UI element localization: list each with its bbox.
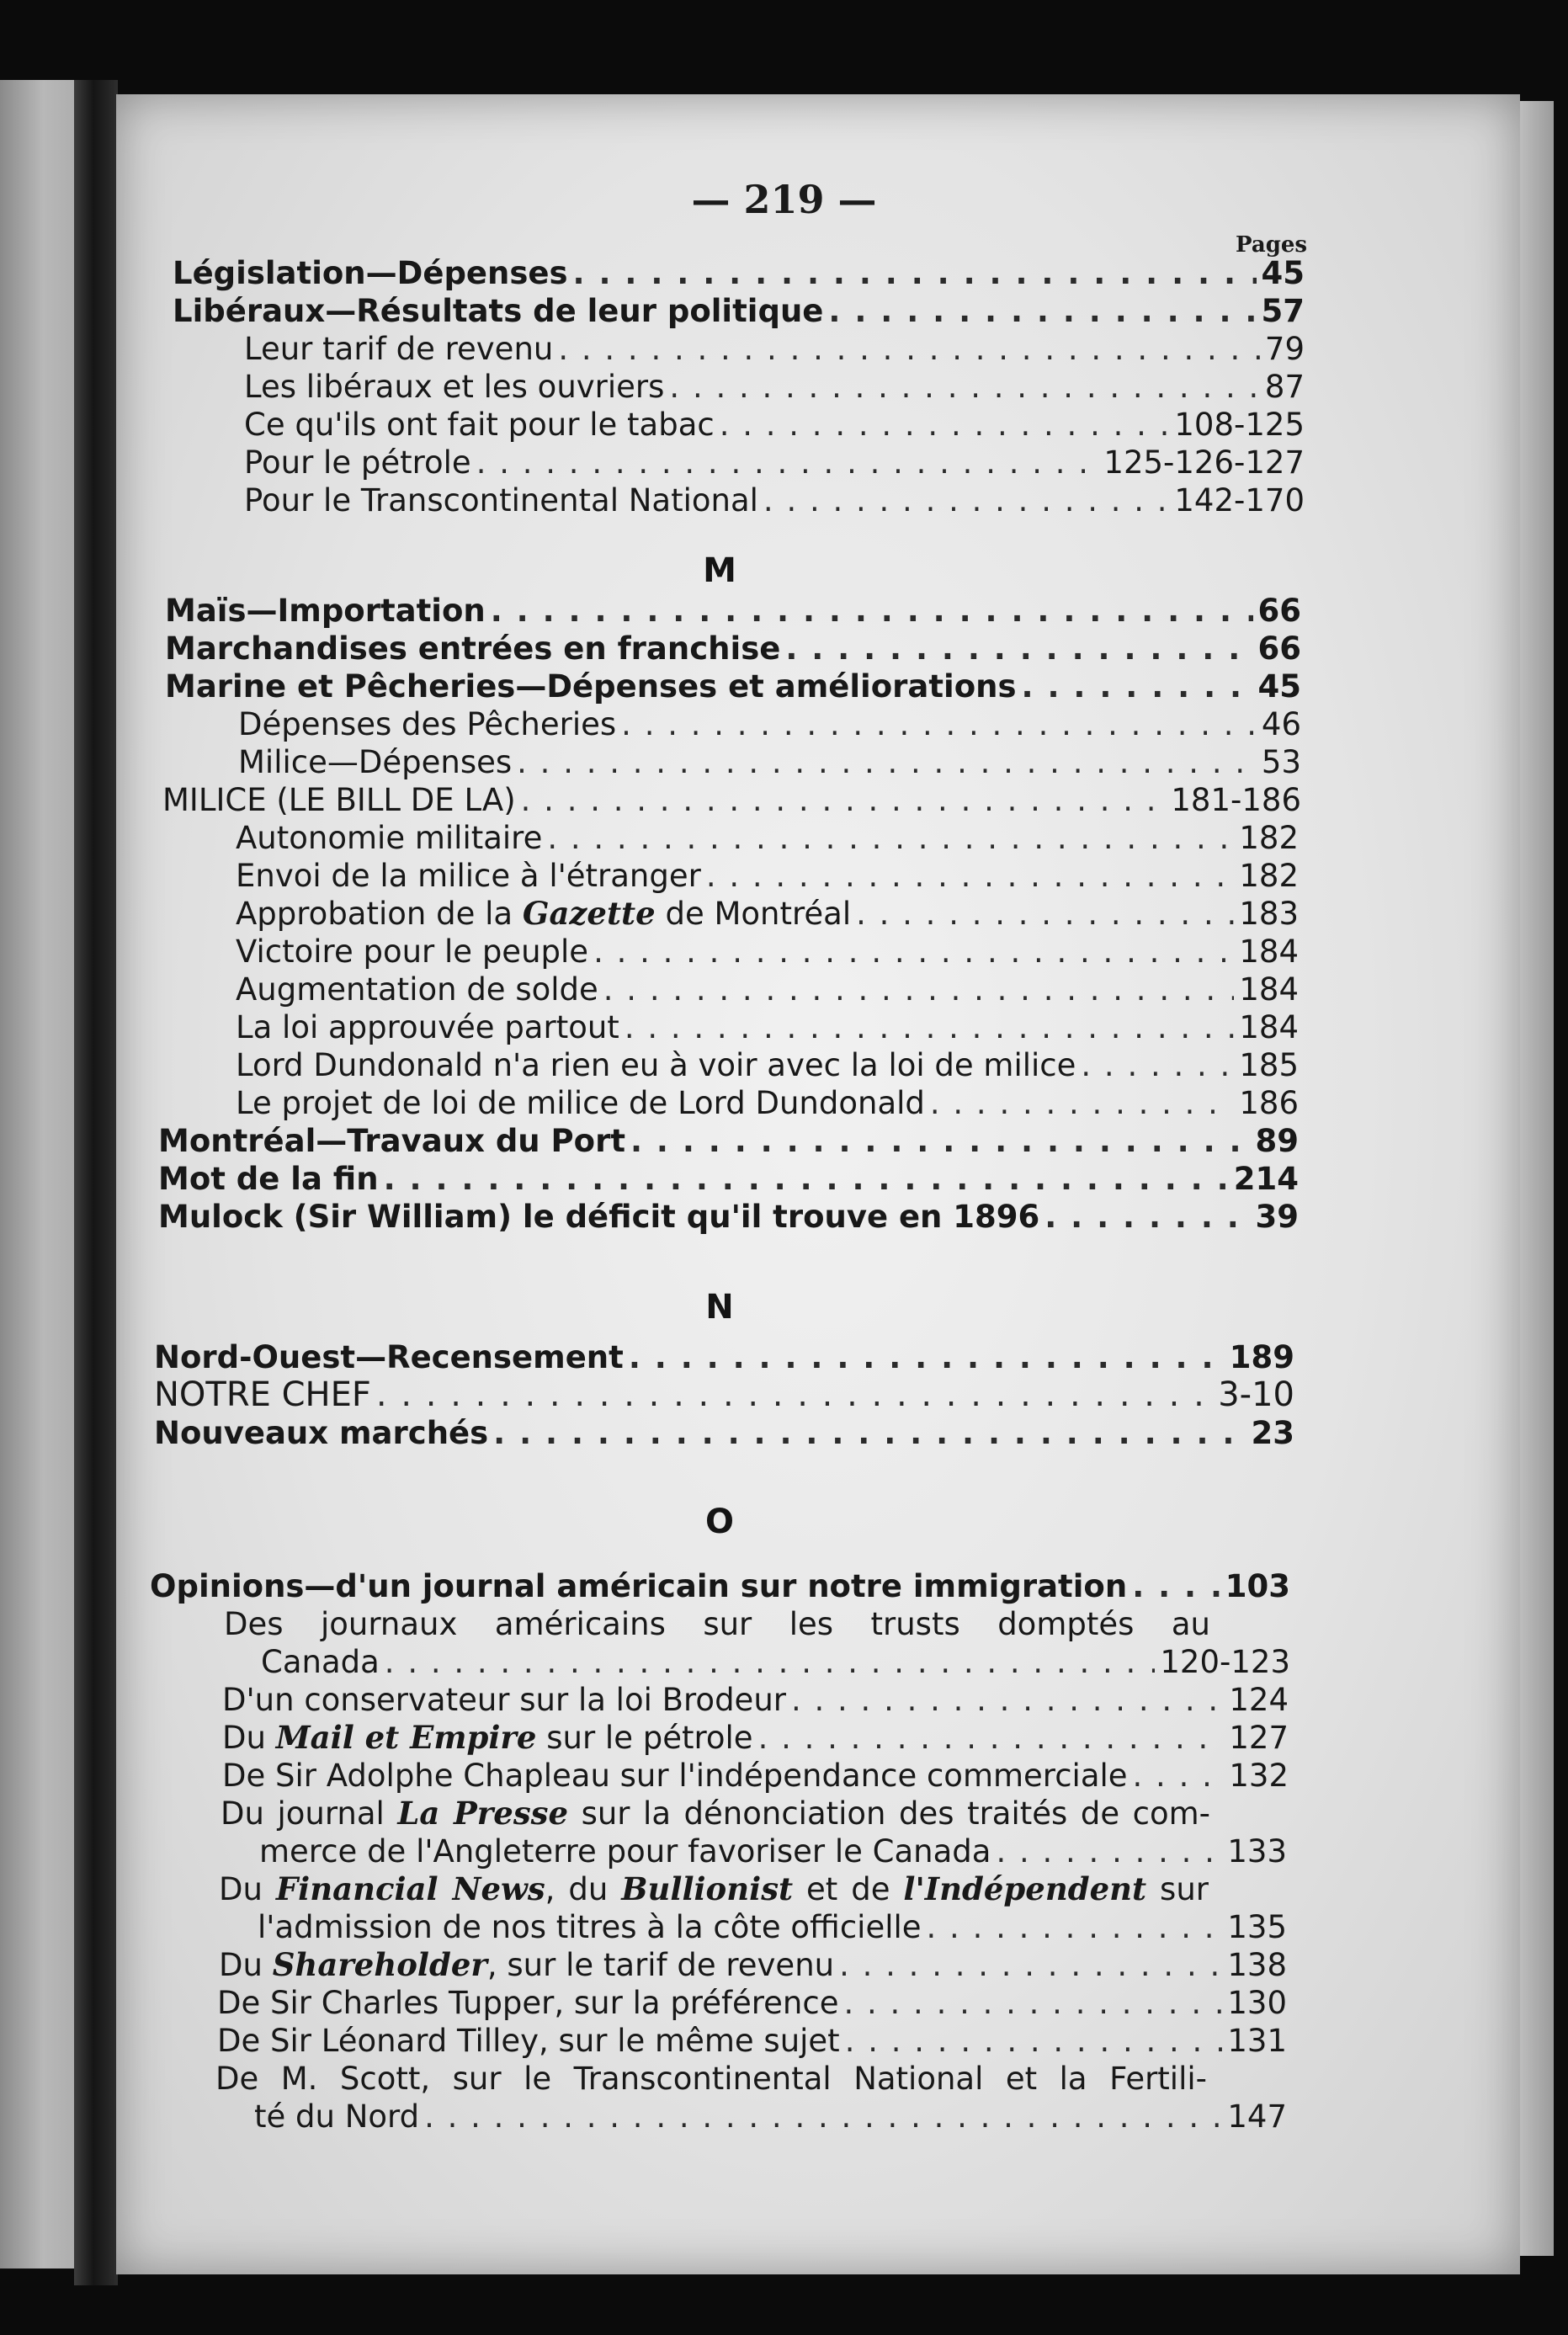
- page-edge-right: [1520, 101, 1554, 2256]
- index-entry: [162, 781, 1301, 819]
- index-entry: [236, 819, 1299, 857]
- dot-leader: [491, 592, 1253, 630]
- entry-page: 66: [1257, 630, 1301, 667]
- index-entry: [165, 668, 1301, 705]
- entry-page: 87: [1264, 369, 1305, 405]
- index-entry: [219, 1946, 1287, 1984]
- entry-page: 135: [1227, 1909, 1287, 1945]
- dot-leader: [625, 1008, 1235, 1046]
- index-entry: [158, 1160, 1299, 1198]
- entry-label: Législation—Dépenses: [173, 255, 568, 291]
- entry-page: 39: [1255, 1199, 1299, 1235]
- entry-label: Maïs—Importation: [165, 593, 486, 629]
- entry-page: 127: [1229, 1720, 1289, 1756]
- entry-label: Envoi de la milice à l'étranger: [236, 858, 701, 894]
- entry-label: té du Nord: [254, 2098, 420, 2135]
- dot-leader: [839, 1946, 1222, 1984]
- entry-page: 182: [1239, 820, 1299, 856]
- dot-leader: [629, 1338, 1225, 1376]
- periodical-title: Mail et Empire: [275, 1719, 537, 1756]
- entry-page: 131: [1227, 2023, 1287, 2059]
- dot-leader: [930, 1084, 1234, 1122]
- entry-text-line: De M. Scott, sur le Transcontinental National et la Fertili-: [215, 2061, 1207, 2097]
- entry-label: Opinions—d'un journal américain sur notre immigration: [150, 1568, 1128, 1604]
- section-letter-o: O: [704, 1503, 734, 1541]
- index-entry: [165, 630, 1301, 668]
- index-entry: [165, 592, 1301, 630]
- index-entry: [238, 743, 1301, 781]
- index-entry: [217, 2022, 1287, 2060]
- index-entry: [158, 1122, 1299, 1160]
- entry-label: Le projet de loi de milice de Lord Dundonald: [236, 1085, 925, 1121]
- dot-leader: [763, 481, 1169, 519]
- entry-page: 182: [1239, 858, 1299, 894]
- entry-page: 184: [1239, 1009, 1299, 1045]
- dot-leader: [1081, 1046, 1234, 1084]
- dot-leader: [828, 292, 1256, 330]
- dot-leader: [376, 1376, 1213, 1414]
- dot-leader: [573, 254, 1257, 292]
- dot-leader: [706, 857, 1235, 895]
- entry-page: 138: [1227, 1947, 1287, 1983]
- entry-label: Nouveaux marchés: [154, 1415, 489, 1451]
- index-entry: [244, 368, 1305, 406]
- periodical-title: Shareholder: [272, 1946, 487, 1983]
- entry-page: 185: [1239, 1047, 1299, 1083]
- entry-page: 184: [1239, 933, 1299, 970]
- dot-leader: [843, 1984, 1222, 2022]
- index-entry: [173, 292, 1305, 330]
- dot-leader: [669, 368, 1259, 406]
- entry-page: 120-123: [1160, 1644, 1290, 1680]
- entry-label: De Sir Léonard Tilley, sur le même sujet: [217, 2023, 840, 2059]
- dot-leader: [630, 1122, 1251, 1160]
- dot-leader: [547, 819, 1234, 857]
- dot-leader: [424, 2098, 1222, 2136]
- entry-page: 3-10: [1218, 1375, 1294, 1414]
- dot-leader: [927, 1908, 1223, 1946]
- entry-page: 183: [1239, 896, 1299, 932]
- index-entry: [244, 330, 1305, 368]
- section-letter-m: M: [703, 551, 736, 590]
- entry-page: 79: [1264, 331, 1305, 367]
- entry-page: 147: [1227, 2098, 1287, 2135]
- periodical-title: Bullionist: [621, 1870, 794, 1907]
- dot-leader: [593, 933, 1234, 971]
- dot-leader: [621, 705, 1257, 743]
- dot-leader: [1132, 1567, 1220, 1605]
- dot-leader: [385, 1643, 1156, 1681]
- dot-leader: [996, 1832, 1222, 1870]
- dot-leader: [785, 630, 1252, 668]
- entry-label: Du Mail et Empire sur le pétrole: [222, 1719, 753, 1756]
- entry-page: 45: [1257, 668, 1301, 705]
- index-entry: [154, 1376, 1294, 1414]
- entry-page: 66: [1257, 593, 1301, 629]
- entry-label: NOTRE CHEF: [154, 1375, 371, 1414]
- entry-label: merce de l'Angleterre pour favoriser le Canada: [259, 1833, 991, 1870]
- entry-label: Les libéraux et les ouvriers: [244, 369, 665, 405]
- entry-label: Ce qu'ils ont fait pour le tabac: [244, 407, 715, 443]
- entry-label: Libéraux—Résultats de leur politique: [173, 293, 824, 329]
- entry-page: 130: [1227, 1985, 1287, 2021]
- index-entry: [154, 1414, 1294, 1452]
- entry-label: Milice—Dépenses: [238, 744, 513, 780]
- dot-leader: [758, 1719, 1225, 1757]
- entry-label: Dépenses des Pêcheries: [238, 706, 617, 742]
- periodical-title: La Presse: [397, 1795, 569, 1832]
- entry-label: La loi approuvée partout: [236, 1009, 619, 1045]
- index-entry: [244, 481, 1305, 519]
- entry-label: Pour le Transcontinental National: [244, 482, 758, 519]
- dot-leader: [845, 2022, 1223, 2060]
- dot-leader: [791, 1681, 1224, 1719]
- page-number: — 219 —: [691, 177, 877, 222]
- entry-page: 108-125: [1174, 407, 1305, 443]
- entry-page: 89: [1255, 1123, 1299, 1159]
- dot-leader: [856, 895, 1234, 933]
- entry-label: Marchandises entrées en franchise: [165, 630, 781, 667]
- entry-label: Marine et Pêcheries—Dépenses et améliorations: [165, 668, 1017, 705]
- entry-text-line: Du journal La Presse sur la dénonciation des traités de com-: [221, 1795, 1210, 1832]
- index-entry: [236, 1084, 1299, 1122]
- index-entry: [158, 1198, 1299, 1236]
- entry-page: 214: [1233, 1161, 1299, 1197]
- entry-label: De Sir Charles Tupper, sur la préférence: [217, 1985, 839, 2021]
- entry-label: Canada: [261, 1644, 380, 1680]
- dot-leader: [517, 743, 1257, 781]
- index-entry: [258, 1908, 1287, 1946]
- index-entry: [238, 705, 1301, 743]
- dot-leader: [493, 1414, 1246, 1452]
- entry-page: 124: [1229, 1682, 1289, 1718]
- index-entry: [217, 1984, 1287, 2022]
- index-entry: [259, 1832, 1287, 1870]
- entry-label: Pour le pétrole: [244, 444, 471, 481]
- dot-leader: [1022, 668, 1253, 705]
- index-entry: [244, 444, 1305, 481]
- dot-leader: [558, 330, 1260, 368]
- index-entry: [150, 1567, 1290, 1605]
- book-gutter: [74, 80, 118, 2285]
- index-entry: [154, 1338, 1294, 1376]
- entry-label: Leur tarif de revenu: [244, 331, 554, 367]
- entry-label: MILICE (LE BILL DE LA): [162, 782, 516, 818]
- entry-page: 103: [1225, 1568, 1290, 1604]
- entry-page: 181-186: [1171, 782, 1301, 818]
- entry-text-line: Des journaux américains sur les trusts domptés au: [224, 1606, 1210, 1642]
- entry-label: Augmentation de solde: [236, 971, 598, 1008]
- index-entry: [222, 1757, 1289, 1795]
- dot-leader: [521, 781, 1167, 819]
- index-entry: [254, 2098, 1287, 2136]
- entry-page: 142-170: [1174, 482, 1305, 519]
- section-letter-n: N: [705, 1288, 734, 1327]
- dot-leader: [1044, 1198, 1250, 1236]
- index-entry: [244, 406, 1305, 444]
- index-entry: [173, 254, 1305, 292]
- entry-label: Montréal—Travaux du Port: [158, 1123, 625, 1159]
- entry-page: 125-126-127: [1103, 444, 1305, 481]
- entry-text-line: Du Financial News, du Bullionist et de l'Indépendent sur: [219, 1870, 1209, 1907]
- dot-leader: [603, 971, 1235, 1008]
- periodical-title: l'Indépendent: [903, 1870, 1147, 1907]
- entry-label: Nord-Ouest—Recensement: [154, 1339, 624, 1375]
- index-entry: [236, 971, 1299, 1008]
- index-entry: [236, 857, 1299, 895]
- periodical-title: Financial News: [275, 1870, 545, 1907]
- index-entry: [236, 933, 1299, 971]
- entry-label: Mulock (Sir William) le déficit qu'il trouve en 1896: [158, 1199, 1040, 1235]
- entry-page: 45: [1261, 255, 1305, 291]
- periodical-title: Gazette: [522, 895, 656, 932]
- entry-label: Approbation de la Gazette de Montréal: [236, 895, 852, 932]
- entry-label: l'admission de nos titres à la côte officielle: [258, 1909, 922, 1945]
- index-entry: [236, 1046, 1299, 1084]
- pages-column-label: Pages: [1236, 232, 1308, 258]
- dot-leader: [384, 1160, 1229, 1198]
- entry-page: 133: [1227, 1833, 1287, 1870]
- entry-page: 184: [1239, 971, 1299, 1008]
- entry-page: 53: [1261, 744, 1301, 780]
- index-entry: [222, 1719, 1289, 1757]
- index-entry: [222, 1681, 1289, 1719]
- entry-page: 132: [1229, 1758, 1289, 1794]
- entry-label: D'un conservateur sur la loi Brodeur: [222, 1682, 786, 1718]
- dot-leader: [476, 444, 1099, 481]
- entry-page: 46: [1261, 706, 1301, 742]
- entry-page: 186: [1239, 1085, 1299, 1121]
- dot-leader: [720, 406, 1170, 444]
- entry-label: Lord Dundonald n'a rien eu à voir avec la loi de milice: [236, 1047, 1076, 1083]
- entry-label: Victoire pour le peuple: [236, 933, 589, 970]
- entry-label: Du Shareholder, sur le tarif de revenu: [219, 1946, 835, 1983]
- dot-leader: [1133, 1757, 1225, 1795]
- index-entry: [236, 1008, 1299, 1046]
- entry-page: 57: [1261, 293, 1305, 329]
- index-entry: [236, 895, 1299, 933]
- entry-label: Autonomie militaire: [236, 820, 543, 856]
- index-entry: [261, 1643, 1290, 1681]
- entry-label: Mot de la fin: [158, 1161, 379, 1197]
- entry-page: 23: [1251, 1415, 1294, 1451]
- entry-page: 189: [1229, 1339, 1294, 1375]
- entry-label: De Sir Adolphe Chapleau sur l'indépendance commerciale: [222, 1758, 1128, 1794]
